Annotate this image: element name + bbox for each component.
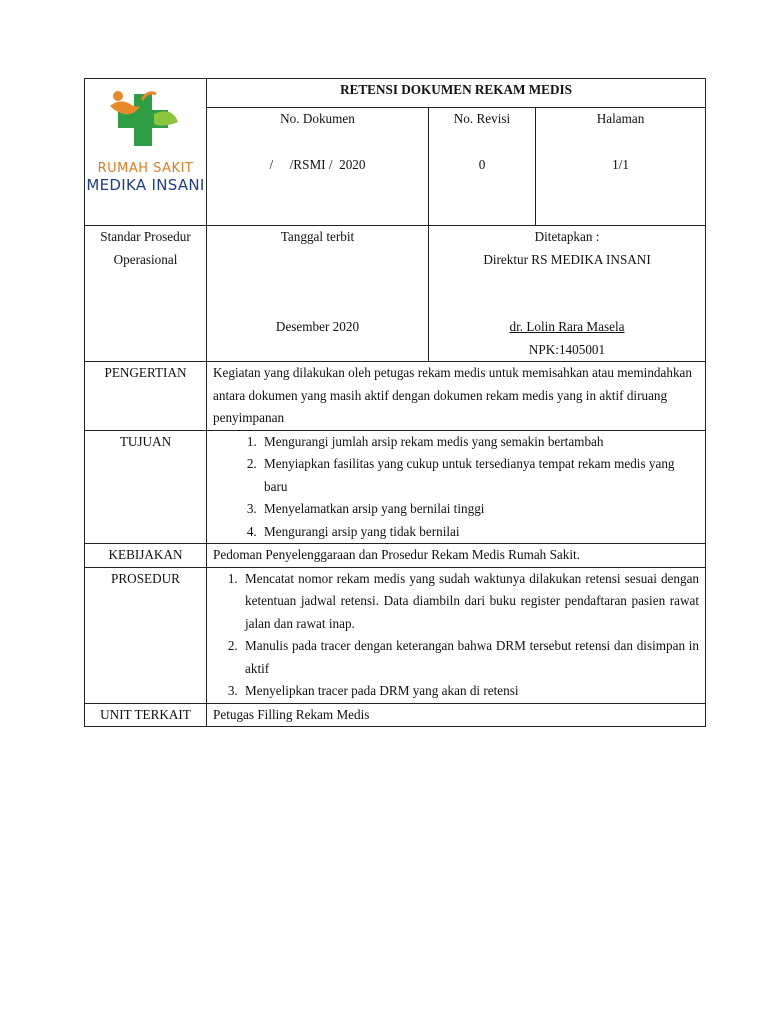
tujuan-content (207, 430, 706, 544)
no-dokumen-value: / /RSMI / 2020 (269, 156, 366, 172)
medical-cross-icon (106, 84, 186, 154)
no-revisi-cell (429, 108, 536, 226)
signer-name: dr. Lolin Rara Masela (509, 319, 625, 334)
list-item: 1. Mencatat nomor rekam medis yang sudah waktunya dilakukan retensi sesuai dengan ketentuan jadwal retensi. Data diambiln dari buku register pendaftaran pasien rawat jalan dan rawat inap. (241, 568, 699, 636)
kebijakan-label: KEBIJAKAN (85, 544, 207, 568)
tujuan-label: TUJUAN (85, 430, 207, 544)
pengertian-text: Kegiatan yang dilakukan oleh petugas rekam medis untuk memisahkan atau memindahkan antara dokumen yang masih aktif dengan dokumen rekam medis yang in aktif diruang penyimpanan (207, 362, 706, 431)
halaman-cell (536, 108, 706, 226)
list-item: 3. Menyelamatkan arsip yang bernilai tinggi (260, 498, 699, 521)
no-revisi-value: 0 (478, 156, 486, 172)
halaman-value: 1/1 (612, 156, 629, 172)
logo-line1: RUMAH SAKIT (97, 161, 194, 177)
no-dokumen-cell (207, 108, 429, 226)
list-item: 4. Mengurangi arsip yang tidak bernilai (260, 521, 699, 544)
list-item: 2. Menyiapkan fasilitas yang cukup untuk tersedianya tempat rekam medis yang baru (260, 453, 699, 498)
ditetapkan-label: Ditetapkan : (534, 229, 600, 244)
no-revisi-label: No. Revisi (453, 111, 511, 126)
list-item: 1. Mengurangi jumlah arsip rekam medis yang semakin bertambah (260, 431, 699, 454)
unit-terkait-label: UNIT TERKAIT (85, 703, 207, 727)
signer-npk: NPK:1405001 (528, 341, 606, 357)
tanggal-label: Tanggal terbit (280, 229, 355, 244)
prosedur-list (213, 568, 699, 703)
logo-cell (85, 79, 207, 226)
list-item: 3. Menyelipkan tracer pada DRM yang akan di retensi (241, 680, 699, 703)
sop-label-line2: Operasional (113, 251, 178, 267)
kebijakan-text: Pedoman Penyelenggaraan dan Prosedur Rekam Medis Rumah Sakit. (207, 544, 706, 568)
hospital-logo (85, 80, 206, 225)
ditetapkan-cell (429, 226, 706, 362)
no-dokumen-label: No. Dokumen (280, 111, 355, 126)
tujuan-list (213, 431, 699, 544)
logo-line2: MEDIKA INSANI (86, 176, 205, 195)
unit-terkait-text: Petugas Filling Rekam Medis (207, 703, 706, 727)
list-item: 2. Manulis pada tracer dengan keterangan bahwa DRM tersebut retensi dan disimpan in aktif (241, 635, 699, 680)
sop-label-line1: Standar Prosedur (100, 229, 191, 244)
tanggal-value: Desember 2020 (275, 318, 360, 334)
tanggal-cell (207, 226, 429, 362)
prosedur-label: PROSEDUR (85, 567, 207, 703)
sop-label-cell (85, 226, 207, 362)
document-title: RETENSI DOKUMEN REKAM MEDIS (207, 79, 706, 108)
ditetapkan-by: Direktur RS MEDIKA INSANI (483, 251, 651, 267)
prosedur-content (207, 567, 706, 703)
halaman-label: Halaman (596, 111, 645, 126)
pengertian-label: PENGERTIAN (85, 362, 207, 431)
sop-table (84, 78, 706, 727)
